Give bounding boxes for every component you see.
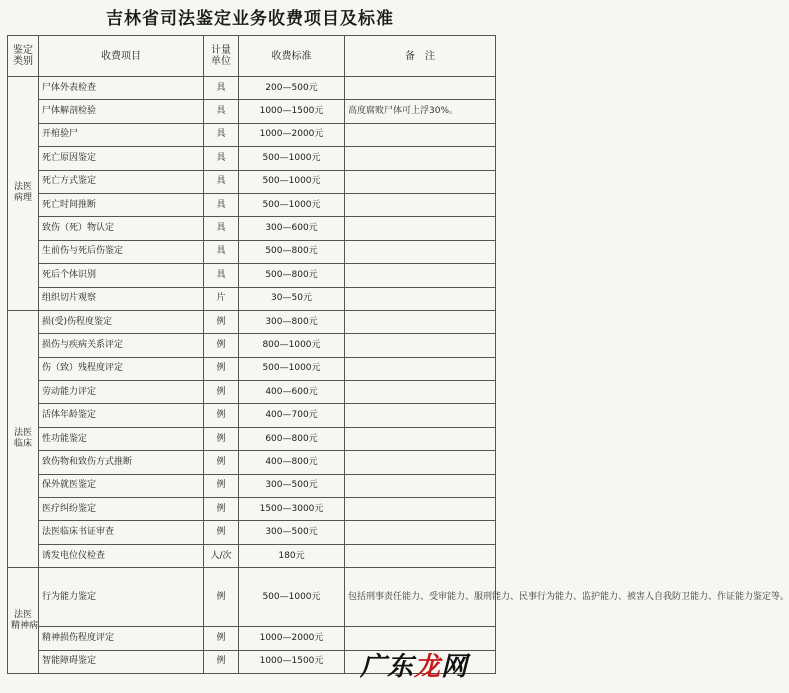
standard-cell: 500—1000元 [239, 357, 345, 380]
note-cell [345, 77, 496, 100]
unit-cell: 例 [204, 474, 239, 497]
item-cell: 精神损伤程度评定 [39, 627, 204, 650]
unit-cell: 具 [204, 100, 239, 123]
table-row [8, 404, 496, 427]
item-cell: 死亡时间推断 [39, 193, 204, 216]
unit-cell: 具 [204, 123, 239, 146]
item-cell: 诱发电位仪检查 [39, 544, 204, 567]
unit-cell: 例 [204, 521, 239, 544]
note-cell [345, 498, 496, 521]
standard-cell: 500—1000元 [239, 193, 345, 216]
unit-cell: 例 [204, 427, 239, 450]
unit-cell: 具 [204, 77, 239, 100]
note-cell [345, 521, 496, 544]
note-cell [345, 123, 496, 146]
standard-cell: 600—800元 [239, 427, 345, 450]
table-row [8, 100, 496, 123]
standard-cell: 300—500元 [239, 474, 345, 497]
header-standard: 收费标准 [239, 36, 345, 77]
item-cell: 死亡方式鉴定 [39, 170, 204, 193]
unit-cell: 例 [204, 451, 239, 474]
fee-table [7, 35, 789, 674]
note-cell [345, 451, 496, 474]
unit-cell: 例 [204, 310, 239, 333]
item-cell: 损伤与疾病关系评定 [39, 334, 204, 357]
site-watermark-logo: 广东龙网 [359, 652, 468, 682]
standard-cell: 1000—1500元 [239, 650, 345, 673]
table-row [8, 544, 496, 567]
unit-cell: 例 [204, 568, 239, 627]
table-row [8, 451, 496, 474]
unit-cell: 例 [204, 650, 239, 673]
table-row [8, 240, 496, 263]
item-cell: 致伤物和致伤方式推断 [39, 451, 204, 474]
item-cell: 医疗纠纷鉴定 [39, 498, 204, 521]
unit-cell: 人/次 [204, 544, 239, 567]
note-cell [345, 310, 496, 333]
header-unit: 计量 单位 [204, 36, 239, 77]
unit-cell: 具 [204, 170, 239, 193]
item-cell: 保外就医鉴定 [39, 474, 204, 497]
unit-cell: 具 [204, 147, 239, 170]
category-cell: 法医 精神病 [8, 568, 39, 674]
table-row [8, 521, 496, 544]
standard-cell: 1000—2000元 [239, 123, 345, 146]
table-row [8, 147, 496, 170]
unit-cell: 具 [204, 217, 239, 240]
table-row [8, 381, 496, 404]
table-row [8, 334, 496, 357]
standard-cell: 200—500元 [239, 77, 345, 100]
standard-cell: 180元 [239, 544, 345, 567]
unit-cell: 例 [204, 498, 239, 521]
item-cell: 法医临床书证审查 [39, 521, 204, 544]
item-cell: 劳动能力评定 [39, 381, 204, 404]
unit-cell: 例 [204, 357, 239, 380]
table-row [8, 310, 496, 333]
item-cell: 损(受)伤程度鉴定 [39, 310, 204, 333]
item-cell: 智能障碍鉴定 [39, 650, 204, 673]
note-cell [345, 217, 496, 240]
note-cell [345, 544, 496, 567]
standard-cell: 500—1000元 [239, 170, 345, 193]
standard-cell: 500—1000元 [239, 568, 345, 627]
item-cell: 生前伤与死后伤鉴定 [39, 240, 204, 263]
note-cell [345, 170, 496, 193]
header-item: 收费项目 [39, 36, 204, 77]
standard-cell: 300—800元 [239, 310, 345, 333]
item-cell: 尸体外表检查 [39, 77, 204, 100]
header-row [8, 36, 496, 77]
table-row [8, 264, 496, 287]
note-cell [345, 381, 496, 404]
header-note: 备 注 [345, 36, 496, 77]
item-cell: 活体年龄鉴定 [39, 404, 204, 427]
item-cell: 死亡原因鉴定 [39, 147, 204, 170]
standard-cell: 400—600元 [239, 381, 345, 404]
table-row [8, 77, 496, 100]
note-cell [345, 404, 496, 427]
note-cell [345, 334, 496, 357]
standard-cell: 300—600元 [239, 217, 345, 240]
unit-cell: 具 [204, 193, 239, 216]
standard-cell: 1000—2000元 [239, 627, 345, 650]
standard-cell: 500—800元 [239, 264, 345, 287]
item-cell: 伤（致）残程度评定 [39, 357, 204, 380]
note-cell [345, 287, 496, 310]
standard-cell: 1500—3000元 [239, 498, 345, 521]
table-row [8, 193, 496, 216]
note-cell [345, 474, 496, 497]
unit-cell: 具 [204, 240, 239, 263]
item-cell: 开棺验尸 [39, 123, 204, 146]
standard-cell: 400—800元 [239, 451, 345, 474]
note-cell [345, 427, 496, 450]
standard-cell: 800—1000元 [239, 334, 345, 357]
note-cell [345, 240, 496, 263]
table-row [8, 568, 496, 627]
standard-cell: 300—500元 [239, 521, 345, 544]
category-cell: 法医 病理 [8, 77, 39, 311]
table-row [8, 123, 496, 146]
note-cell [345, 193, 496, 216]
table-row [8, 217, 496, 240]
unit-cell: 片 [204, 287, 239, 310]
table-row [8, 474, 496, 497]
table-row [8, 427, 496, 450]
standard-cell: 500—1000元 [239, 147, 345, 170]
item-cell: 致伤（死）物认定 [39, 217, 204, 240]
item-cell: 尸体解剖检验 [39, 100, 204, 123]
note-cell: 包括刑事责任能力、受审能力、服刑能力、民事行为能力、监护能力、被害人自我防卫能力、作证能力鉴定等。 [345, 568, 496, 627]
header-category: 鉴定 类别 [8, 36, 39, 77]
note-cell: 高度腐败尸体可上浮30%。 [345, 100, 496, 123]
item-cell: 性功能鉴定 [39, 427, 204, 450]
unit-cell: 具 [204, 264, 239, 287]
unit-cell: 例 [204, 404, 239, 427]
unit-cell: 例 [204, 334, 239, 357]
table-row [8, 170, 496, 193]
note-cell [345, 357, 496, 380]
table-row [8, 287, 496, 310]
note-cell [345, 264, 496, 287]
table-row [8, 357, 496, 380]
unit-cell: 例 [204, 627, 239, 650]
standard-cell: 30—50元 [239, 287, 345, 310]
item-cell: 死后个体识别 [39, 264, 204, 287]
item-cell: 组织切片观察 [39, 287, 204, 310]
standard-cell: 1000—1500元 [239, 100, 345, 123]
page-title: 吉林省司法鉴定业务收费项目及标准 [106, 9, 394, 29]
standard-cell: 400—700元 [239, 404, 345, 427]
category-cell: 法医 临床 [8, 310, 39, 567]
table-row [8, 498, 496, 521]
note-cell [345, 147, 496, 170]
unit-cell: 例 [204, 381, 239, 404]
item-cell: 行为能力鉴定 [39, 568, 204, 627]
standard-cell: 500—800元 [239, 240, 345, 263]
